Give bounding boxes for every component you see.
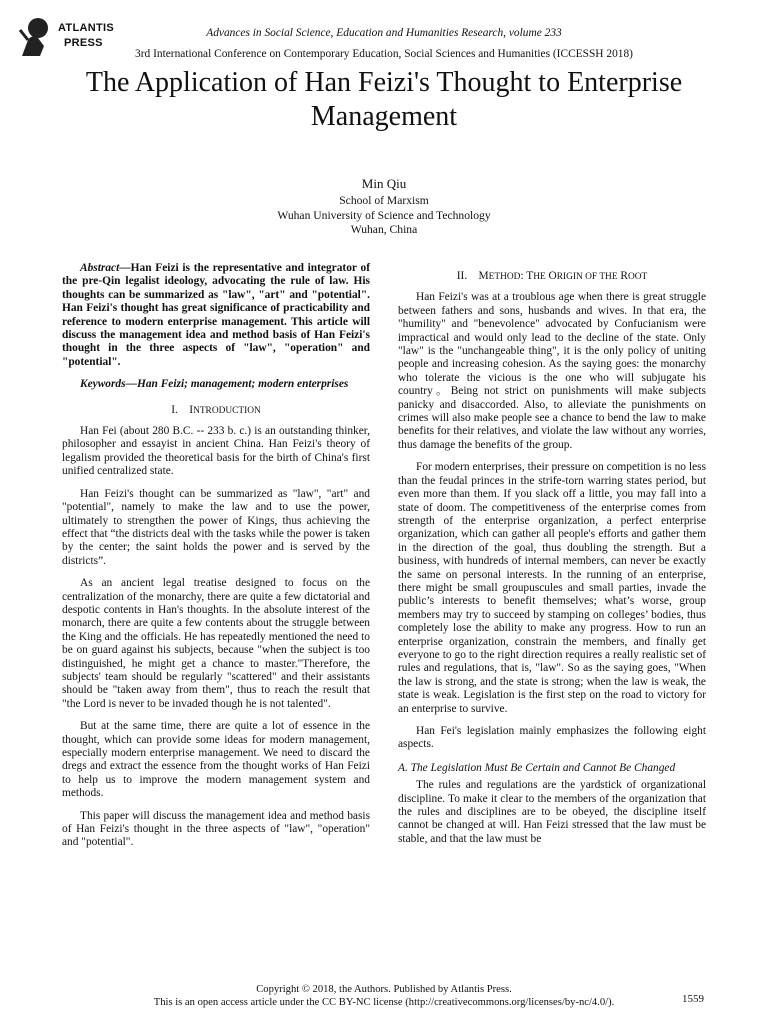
affiliation — [0, 194, 768, 238]
copyright-line: Copyright © 2018, the Authors. Published by Atlantis Press. — [256, 984, 512, 995]
paper-title: The Application of Han Feizi's Thought to Enterprise Management — [85, 67, 683, 132]
paragraph: Han Feizi's thought can be summarized as "law", "art" and "potential", namely to make the law and to use the power, ultimately to strengthen the power of Kings, thus achieving the effect that “the districts deal with the tasks while the power is taken by the center; the saint holds the power and is served by the districts”. — [62, 487, 370, 567]
footer — [0, 983, 768, 1009]
affiliation-line: School of Marxism — [339, 194, 429, 207]
abstract-lead: Abstract — [80, 262, 120, 274]
license-line: This is an open access article under the CC BY-NC license (http://creativecommons.org/licenses/by-nc/4.0/). — [153, 997, 615, 1008]
paragraph: Han Fei (about 280 B.C. -- 233 b. c.) is an outstanding thinker, philosopher and essayist in ancient China. Han Feizi's theory of legalism provided the theoretical basis for the birth of China's first unified centralized state. — [62, 425, 370, 478]
affiliation-line: Wuhan, China — [350, 223, 418, 236]
paragraph: The rules and regulations are the yardstick of organizational discipline. To make it clear to the members of the organization that the rules and disciplines are to be obeyed, the discipline itself cannot be changed at will. Han Feizi stressed that the law must be stable, and that the law must be — [398, 779, 706, 845]
author-name: Min Qiu — [361, 176, 407, 191]
page-number: 1559 — [682, 993, 704, 1005]
right-column — [398, 270, 706, 855]
publisher-name: ATLANTIS — [58, 22, 114, 34]
paragraph: For modern enterprises, their pressure on competition is no less than the feudal princes in the strife-torn warring states period, but even more than them. If you slack off a little, you may fall into a state of doom. The competitiveness of the enterprise comes from strength of the enterprise organization, a perfect enterprise organization, which can gather all people's efforts and gather them in the direction of the goal, thus doubling the strength. But a business, with hundreds of internal members, can never be exactly the same on personal interests. In the running of an enterprise, there might be small groupuscules and small parties, invade the public’s interests to benefit themselves; what’s worse, group members may try to succeed by stamping on colleges’ bodies, thus completely lose the ability to make any progress. How to run an enterprise organization, constrain the members, and finally get everyone to go to the right direction requires a really realistic set of rules and regulations, that is, "law". So as the saying goes, "When the law is strong, and the state is strong; when the law is weak, the state is weak. Legislation is the first step on the road to victory for an enterprise to survive. — [398, 461, 706, 715]
paragraph: As an ancient legal treatise designed to focus on the centralization of the monarchy, there are quite a few dictatorial and despotic contents in Han's thoughts. In the absolute interest of the monarch, there are quite a few contents about the struggle between the King and the officials. He has repeatedly mentioned the need to be on guard against his subjects, because "when the subject is too distinguished, he might get a chance to master."Therefore, the subjects' team should be regularly "scattered" and their assistants should be "taken away from them", thus to reach the result that "the Lord is never to be invaded though he is not talented". — [62, 577, 370, 710]
section-heading-introduction: I. INTRODUCTION — [171, 403, 261, 416]
paragraph: Han Fei's legislation mainly emphasizes the following eight aspects. — [398, 725, 706, 751]
conference-title: 3rd International Conference on Contemporary Education, Social Sciences and Humanities (ICCESSH 2018) — [135, 48, 633, 60]
abstract-text: —Han Feizi is the representative and integrator of the pre-Qin legalist ideology, advocating the rule of law. His thoughts can be summarized as "law", "art" and "potential". Han Feizi's thought has great significance of practicability and reference to modern enterprise management. This article will discuss the management idea and method basis of Han Feizi's thought in the three aspects of "law", "operation" and "potential". — [62, 262, 370, 368]
paragraph: Han Feizi's was at a troublous age when there is great struggle between fathers and sons, husbands and wives. In that era, the "humility" and "benevolence" advocated by Confucianism were impractical and would only lead to the decline of the state. Only "law" is the "unchangeable thing", it is the only policy of uniting people and increasing cohesion. As the saying goes: the monarchy who tolerate the vicious is the one who will subjugate his country。Being not strict on punishments will make subjects panicky and disaccorded. Also, to alleviate the punishments on crimes will also make people see a chance to bend the law to make benefits for their relatives, and violate the law without any worries, thus damage the benefits of the group. — [398, 291, 706, 451]
paragraph: This paper will discuss the management idea and method basis of Han Feizi's thought in the three aspects of "law", "operation" and "potential". — [62, 809, 370, 849]
series-title: Advances in Social Science, Education and Humanities Research, volume 233 — [206, 27, 562, 39]
left-column — [62, 262, 370, 859]
section-heading-method: II. METHOD: THE ORIGIN OF THE ROOT — [456, 270, 648, 282]
abstract — [62, 262, 370, 369]
affiliation-line: Wuhan University of Science and Technology — [277, 208, 491, 222]
publisher-name-2: PRESS — [64, 37, 103, 49]
paragraph: But at the same time, there are quite a lot of essence in the thought, which can provide some ideas for modern management, especially modern enterprise management. We need to discard the dregs and extract the essence from the thought works of Han Feizi to help us to improve the modern management system and methods. — [62, 720, 370, 800]
keywords: Keywords—Han Feizi; management; modern enterprises — [80, 378, 349, 391]
subsection-heading: A. The Legislation Must Be Certain and Cannot Be Changed — [398, 761, 676, 774]
